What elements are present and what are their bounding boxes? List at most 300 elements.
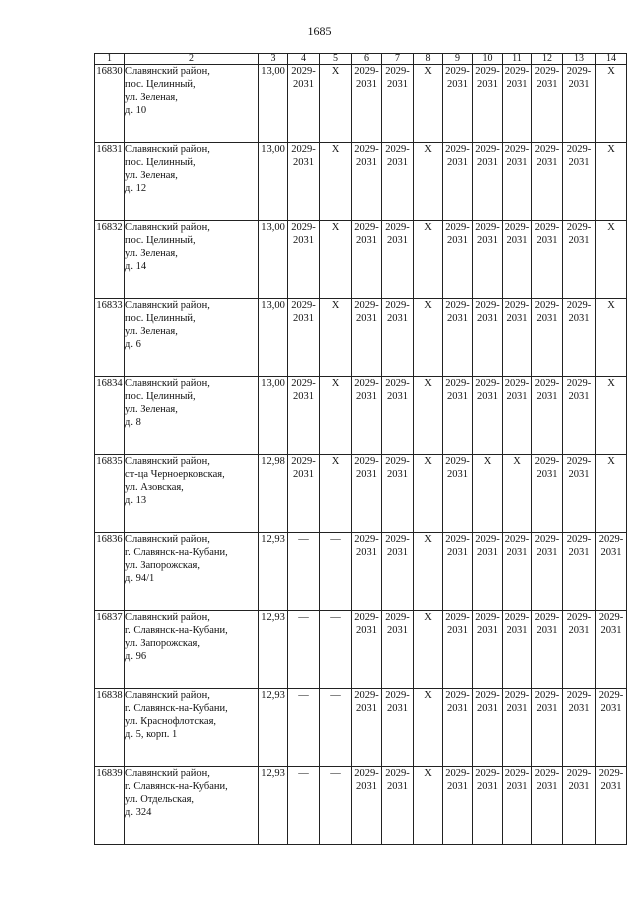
address-cell xyxy=(125,65,259,143)
column-header: 11 xyxy=(503,54,532,65)
schedule-cell xyxy=(288,455,320,533)
schedule-value: 2029- xyxy=(598,768,624,779)
schedule-value: 2031 xyxy=(477,391,498,402)
schedule-value: X xyxy=(424,222,432,233)
schedule-cell xyxy=(503,143,532,221)
column-header: 13 xyxy=(563,54,596,65)
address-line: г. Славянск-на-Кубани, xyxy=(125,781,228,792)
schedule-value: X xyxy=(424,456,432,467)
address-line: д. 13 xyxy=(125,495,147,506)
table-row xyxy=(95,221,627,299)
schedule-cell xyxy=(503,377,532,455)
schedule-value: 2029- xyxy=(504,612,530,623)
schedule-value: 2031 xyxy=(506,157,528,168)
column-header: 6 xyxy=(352,54,382,65)
schedule-cell xyxy=(563,377,596,455)
schedule-cell xyxy=(352,689,382,767)
schedule-value: 2029- xyxy=(534,612,560,623)
schedule-cell xyxy=(473,689,503,767)
schedule-value: 2031 xyxy=(387,391,408,402)
schedule-value: 2029- xyxy=(445,534,470,545)
schedule-value: 2031 xyxy=(356,703,377,714)
schedule-cell xyxy=(532,221,563,299)
schedule-cell xyxy=(473,767,503,845)
schedule-value: 2031 xyxy=(387,235,408,246)
address-line: ул. Запорожская, xyxy=(125,560,200,571)
table-row xyxy=(95,767,627,845)
schedule-value: 2029- xyxy=(445,300,470,311)
schedule-value: 2031 xyxy=(600,625,622,636)
schedule-value: X xyxy=(331,456,340,467)
schedule-value: 2029- xyxy=(534,456,560,467)
schedule-value: 2029- xyxy=(534,66,560,77)
area-cell: 12,98 xyxy=(259,455,288,533)
schedule-value: 2029- xyxy=(566,222,592,233)
schedule-value: 2029- xyxy=(534,378,560,389)
address-line: д. 12 xyxy=(125,183,147,194)
schedule-cell xyxy=(288,65,320,143)
schedule-value: 2029- xyxy=(385,690,410,701)
column-header: 3 xyxy=(259,54,288,65)
schedule-value: X xyxy=(424,300,432,311)
address-line: Славянский район, xyxy=(125,534,210,545)
area-cell: 12,93 xyxy=(259,611,288,689)
schedule-cell xyxy=(503,221,532,299)
schedule-cell xyxy=(443,533,473,611)
schedule-cell xyxy=(414,221,443,299)
schedule-value: X xyxy=(513,456,521,467)
schedule-value: 2029- xyxy=(291,456,316,467)
schedule-cell xyxy=(443,767,473,845)
schedule-cell xyxy=(320,455,352,533)
schedule-value: 2031 xyxy=(477,313,498,324)
table-row xyxy=(95,65,627,143)
schedule-value: 2031 xyxy=(568,157,590,168)
address-line: ул. Отдельская, xyxy=(125,794,195,805)
table-header-row xyxy=(95,54,627,65)
schedule-value: X xyxy=(424,690,432,701)
schedule-cell xyxy=(320,689,352,767)
table-row xyxy=(95,611,627,689)
schedule-cell xyxy=(320,143,352,221)
schedule-value: 2031 xyxy=(568,703,590,714)
schedule-value: 2029- xyxy=(354,300,379,311)
row-number-cell: 16834 xyxy=(95,377,125,455)
area-cell: 13,00 xyxy=(259,221,288,299)
schedule-cell xyxy=(532,455,563,533)
schedule-value: 2031 xyxy=(447,79,468,90)
schedule-cell xyxy=(503,65,532,143)
schedule-value: 2031 xyxy=(568,625,590,636)
schedule-value: 2031 xyxy=(356,781,377,792)
schedule-cell xyxy=(320,611,352,689)
schedule-value: X xyxy=(607,456,615,467)
schedule-cell xyxy=(414,377,443,455)
schedule-value: 2031 xyxy=(447,157,468,168)
address-line: ст-ца Черноерковская, xyxy=(125,469,225,480)
schedule-cell xyxy=(532,767,563,845)
row-number-cell: 16833 xyxy=(95,299,125,377)
schedule-value: — xyxy=(330,768,341,779)
schedule-value: 2029- xyxy=(385,378,410,389)
schedule-value: X xyxy=(607,378,615,389)
schedule-value: 2029- xyxy=(598,534,624,545)
schedule-value: X xyxy=(607,300,615,311)
schedule-cell xyxy=(563,455,596,533)
schedule-cell xyxy=(288,143,320,221)
schedule-value: 2031 xyxy=(293,157,314,168)
schedule-value: 2031 xyxy=(387,703,408,714)
schedule-value: 2031 xyxy=(536,703,558,714)
schedule-value: 2029- xyxy=(504,66,530,77)
schedule-value: 2029- xyxy=(354,222,379,233)
table-body xyxy=(95,65,627,845)
schedule-value: 2031 xyxy=(387,313,408,324)
schedule-cell xyxy=(288,689,320,767)
column-header: 7 xyxy=(382,54,414,65)
area-cell: 12,93 xyxy=(259,533,288,611)
schedule-value: 2031 xyxy=(387,625,408,636)
schedule-cell xyxy=(596,455,627,533)
schedule-value: 2031 xyxy=(568,79,590,90)
column-header: 8 xyxy=(414,54,443,65)
schedule-value: 2029- xyxy=(385,456,410,467)
address-cell xyxy=(125,143,259,221)
schedule-cell xyxy=(352,611,382,689)
schedule-cell xyxy=(352,767,382,845)
schedule-value: 2031 xyxy=(293,391,314,402)
schedule-cell xyxy=(532,143,563,221)
schedule-cell xyxy=(382,143,414,221)
schedule-cell xyxy=(532,611,563,689)
schedule-value: 2031 xyxy=(536,391,558,402)
schedule-value: 2031 xyxy=(447,781,468,792)
schedule-value: — xyxy=(330,534,341,545)
schedule-value: 2029- xyxy=(291,222,316,233)
schedule-value: 2029- xyxy=(504,300,530,311)
schedule-value: 2029- xyxy=(534,534,560,545)
schedule-cell xyxy=(503,533,532,611)
schedule-cell xyxy=(532,65,563,143)
address-line: ул. Зеленая, xyxy=(125,92,178,103)
schedule-value: 2031 xyxy=(600,703,622,714)
address-line: Славянский район, xyxy=(125,378,210,389)
schedule-cell xyxy=(473,143,503,221)
schedule-value: 2029- xyxy=(475,768,500,779)
schedule-value: 2029- xyxy=(504,222,530,233)
schedule-cell xyxy=(382,611,414,689)
schedule-value: 2029- xyxy=(475,612,500,623)
schedule-value: 2029- xyxy=(566,612,592,623)
schedule-cell xyxy=(320,65,352,143)
address-line: г. Славянск-на-Кубани, xyxy=(125,547,228,558)
address-line: д. 324 xyxy=(125,807,152,818)
schedule-cell xyxy=(414,143,443,221)
area-cell: 12,93 xyxy=(259,767,288,845)
schedule-value: 2031 xyxy=(506,547,528,558)
schedule-value: 2031 xyxy=(477,781,498,792)
schedule-cell xyxy=(382,299,414,377)
schedule-cell xyxy=(563,533,596,611)
schedule-value: 2031 xyxy=(568,391,590,402)
schedule-value: 2031 xyxy=(356,235,377,246)
schedule-value: 2029- xyxy=(504,378,530,389)
schedule-value: 2031 xyxy=(506,313,528,324)
schedule-value: 2031 xyxy=(477,625,498,636)
schedule-value: 2029- xyxy=(291,144,316,155)
address-line: д. 10 xyxy=(125,105,147,116)
schedule-value: 2029- xyxy=(475,534,500,545)
schedule-value: 2029- xyxy=(445,66,470,77)
schedule-cell xyxy=(443,689,473,767)
schedule-value: 2031 xyxy=(568,469,590,480)
schedule-value: 2031 xyxy=(356,547,377,558)
address-line: д. 96 xyxy=(125,651,147,662)
address-line: д. 5, корп. 1 xyxy=(125,729,178,740)
schedule-value: 2031 xyxy=(356,625,377,636)
address-line: Славянский район, xyxy=(125,300,210,311)
schedule-value: 2029- xyxy=(354,690,379,701)
schedule-value: 2029- xyxy=(385,300,410,311)
schedule-value: 2031 xyxy=(536,469,558,480)
schedule-value: 2029- xyxy=(445,690,470,701)
address-line: ул. Запорожская, xyxy=(125,638,200,649)
schedule-cell xyxy=(320,533,352,611)
schedule-value: 2029- xyxy=(385,768,410,779)
schedule-cell xyxy=(414,611,443,689)
schedule-cell xyxy=(382,65,414,143)
schedule-value: X xyxy=(331,66,340,77)
address-line: пос. Целинный, xyxy=(125,157,196,168)
schedule-value: X xyxy=(483,456,492,467)
schedule-value: 2031 xyxy=(536,157,558,168)
table-row xyxy=(95,533,627,611)
schedule-value: 2031 xyxy=(293,79,314,90)
schedule-value: 2029- xyxy=(475,300,500,311)
address-line: г. Славянск-на-Кубани, xyxy=(125,625,228,636)
table-row xyxy=(95,377,627,455)
schedule-value: 2029- xyxy=(475,144,500,155)
schedule-cell xyxy=(473,455,503,533)
address-cell xyxy=(125,221,259,299)
schedule-value: 2031 xyxy=(447,235,468,246)
schedule-value: 2031 xyxy=(477,235,498,246)
address-line: Славянский район, xyxy=(125,222,210,233)
schedule-cell xyxy=(414,299,443,377)
schedule-cell xyxy=(473,533,503,611)
schedule-value: 2029- xyxy=(534,690,560,701)
schedule-cell xyxy=(503,299,532,377)
schedule-cell xyxy=(596,65,627,143)
housing-table xyxy=(94,53,627,845)
address-line: пос. Целинный, xyxy=(125,391,196,402)
schedule-value: 2031 xyxy=(506,625,528,636)
schedule-cell xyxy=(382,221,414,299)
address-line: Славянский район, xyxy=(125,456,210,467)
schedule-value: X xyxy=(424,534,432,545)
schedule-value: — xyxy=(330,612,341,623)
schedule-value: 2029- xyxy=(354,378,379,389)
column-header: 5 xyxy=(320,54,352,65)
schedule-value: 2031 xyxy=(477,157,498,168)
column-header: 14 xyxy=(596,54,627,65)
schedule-value: 2031 xyxy=(568,781,590,792)
schedule-cell xyxy=(596,533,627,611)
schedule-value: 2031 xyxy=(477,703,498,714)
schedule-cell xyxy=(443,221,473,299)
schedule-cell xyxy=(382,689,414,767)
address-line: ул. Зеленая, xyxy=(125,404,178,415)
schedule-value: X xyxy=(607,66,615,77)
address-line: пос. Целинный, xyxy=(125,313,196,324)
address-line: Славянский район, xyxy=(125,144,210,155)
schedule-value: 2029- xyxy=(504,534,530,545)
schedule-value: 2031 xyxy=(568,235,590,246)
schedule-cell xyxy=(473,65,503,143)
schedule-value: 2031 xyxy=(447,625,468,636)
schedule-cell xyxy=(443,455,473,533)
schedule-value: 2031 xyxy=(506,79,528,90)
schedule-value: 2031 xyxy=(568,313,590,324)
schedule-value: X xyxy=(424,144,432,155)
schedule-cell xyxy=(352,65,382,143)
address-line: д. 14 xyxy=(125,261,147,272)
schedule-cell xyxy=(288,221,320,299)
schedule-value: 2031 xyxy=(356,469,377,480)
schedule-value: 2029- xyxy=(445,456,470,467)
schedule-cell xyxy=(473,299,503,377)
schedule-cell xyxy=(563,143,596,221)
schedule-value: 2029- xyxy=(566,768,592,779)
schedule-cell xyxy=(443,377,473,455)
schedule-cell xyxy=(288,611,320,689)
schedule-cell xyxy=(596,377,627,455)
schedule-value: 2029- xyxy=(385,144,410,155)
schedule-value: X xyxy=(607,222,615,233)
schedule-value: 2031 xyxy=(477,79,498,90)
address-line: ул. Краснофлотская, xyxy=(125,716,217,727)
schedule-value: X xyxy=(424,378,432,389)
address-cell xyxy=(125,377,259,455)
schedule-value: X xyxy=(331,222,340,233)
schedule-cell xyxy=(503,611,532,689)
schedule-value: 2029- xyxy=(475,222,500,233)
schedule-value: 2031 xyxy=(387,79,408,90)
column-header: 10 xyxy=(473,54,503,65)
schedule-cell xyxy=(288,377,320,455)
schedule-value: 2029- xyxy=(385,222,410,233)
schedule-cell xyxy=(532,533,563,611)
schedule-value: 2029- xyxy=(445,378,470,389)
area-cell: 13,00 xyxy=(259,299,288,377)
area-cell: 12,93 xyxy=(259,689,288,767)
schedule-value: X xyxy=(424,66,432,77)
schedule-value: 2029- xyxy=(504,144,530,155)
row-number-cell: 16837 xyxy=(95,611,125,689)
schedule-value: 2031 xyxy=(506,235,528,246)
schedule-cell xyxy=(382,377,414,455)
page-number: 1685 xyxy=(307,24,332,38)
schedule-value: 2031 xyxy=(506,781,528,792)
schedule-value: 2029- xyxy=(291,300,316,311)
schedule-value: X xyxy=(331,300,340,311)
schedule-cell xyxy=(503,689,532,767)
address-cell xyxy=(125,299,259,377)
schedule-value: 2029- xyxy=(504,768,530,779)
schedule-value: X xyxy=(331,144,340,155)
address-cell xyxy=(125,611,259,689)
schedule-value: 2029- xyxy=(534,144,560,155)
schedule-value: 2029- xyxy=(385,66,410,77)
row-number-cell: 16838 xyxy=(95,689,125,767)
address-cell xyxy=(125,455,259,533)
schedule-value: 2029- xyxy=(291,66,316,77)
schedule-cell xyxy=(596,221,627,299)
schedule-cell xyxy=(288,299,320,377)
schedule-value: 2029- xyxy=(385,612,410,623)
schedule-value: 2031 xyxy=(506,391,528,402)
schedule-value: X xyxy=(607,144,615,155)
schedule-cell xyxy=(320,767,352,845)
schedule-value: 2029- xyxy=(354,534,379,545)
address-line: ул. Зеленая, xyxy=(125,248,178,259)
schedule-cell xyxy=(596,299,627,377)
schedule-cell xyxy=(414,767,443,845)
schedule-value: 2031 xyxy=(387,781,408,792)
address-line: ул. Зеленая, xyxy=(125,326,178,337)
schedule-cell xyxy=(596,143,627,221)
schedule-value: 2029- xyxy=(445,768,470,779)
schedule-value: X xyxy=(424,612,432,623)
schedule-cell xyxy=(473,377,503,455)
schedule-value: 2031 xyxy=(536,313,558,324)
schedule-value: 2029- xyxy=(598,690,624,701)
schedule-value: X xyxy=(424,768,432,779)
row-number-cell: 16836 xyxy=(95,533,125,611)
schedule-value: 2031 xyxy=(447,391,468,402)
schedule-cell xyxy=(414,65,443,143)
column-header: 1 xyxy=(95,54,125,65)
schedule-cell xyxy=(352,221,382,299)
schedule-value: 2031 xyxy=(356,157,377,168)
area-cell: 13,00 xyxy=(259,65,288,143)
schedule-value: X xyxy=(331,378,340,389)
schedule-cell xyxy=(503,767,532,845)
address-cell xyxy=(125,689,259,767)
schedule-value: 2031 xyxy=(600,547,622,558)
column-header: 9 xyxy=(443,54,473,65)
schedule-cell xyxy=(320,221,352,299)
schedule-value: 2031 xyxy=(600,781,622,792)
table-row xyxy=(95,689,627,767)
schedule-cell xyxy=(414,455,443,533)
schedule-value: 2031 xyxy=(356,79,377,90)
schedule-cell xyxy=(443,143,473,221)
address-cell xyxy=(125,533,259,611)
schedule-cell xyxy=(288,533,320,611)
schedule-value: — xyxy=(298,534,309,545)
schedule-value: 2031 xyxy=(387,469,408,480)
schedule-cell xyxy=(352,299,382,377)
schedule-cell xyxy=(320,377,352,455)
address-line: Славянский район, xyxy=(125,612,210,623)
address-line: ул. Зеленая, xyxy=(125,170,178,181)
address-line: Славянский район, xyxy=(125,66,210,77)
schedule-value: 2031 xyxy=(447,313,468,324)
schedule-cell xyxy=(352,455,382,533)
schedule-value: 2029- xyxy=(354,612,379,623)
table-row xyxy=(95,455,627,533)
